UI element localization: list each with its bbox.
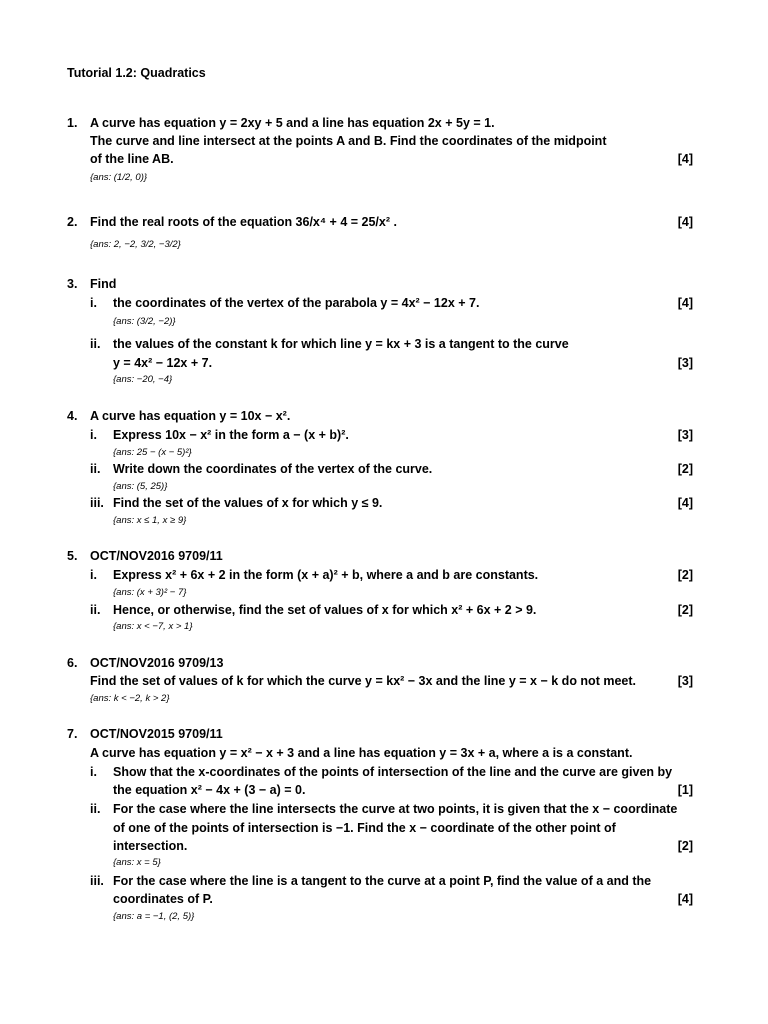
q4ii-line1: Write down the coordinates of the vertex of the curve. [113, 462, 433, 476]
q4i-line1: Express 10x − x² in the form a − (x + b)². [113, 428, 349, 442]
q5i-line1: Express x² + 6x + 2 in the form (x + a)² + b, where a and b are constants. [113, 568, 539, 582]
q1-answer: {ans: (1/2, 0)} [90, 172, 148, 183]
q3i-marks: [4] [677, 296, 693, 310]
q6-line2: Find the set of values of k for which the curve y = kx² − 3x and the line y = x − k do not meet. [90, 674, 636, 688]
q4i-answer: {ans: 25 − (x − 5)²} [113, 447, 192, 458]
q5ii-marks: [2] [677, 603, 693, 617]
q6-line1: OCT/NOV2016 9709/13 [90, 656, 224, 670]
q5ii-number: ii. [90, 603, 101, 617]
q2-answer: {ans: 2, −2, 3/2, −3/2} [90, 239, 181, 250]
q7iii-line2: coordinates of P. [113, 892, 213, 906]
q3ii-number: ii. [90, 337, 101, 351]
q6-number: 6. [67, 656, 78, 670]
q7iii-marks: [4] [677, 892, 693, 906]
q4-line1: A curve has equation y = 10x − x². [90, 409, 291, 423]
q7ii-marks: [2] [677, 839, 693, 853]
q7iii-line1: For the case where the line is a tangent to the curve at a point P, find the value of a and the [113, 874, 652, 888]
q7ii-answer: {ans: x = 5} [113, 857, 161, 868]
q4i-number: i. [90, 428, 97, 442]
q7-line2: A curve has equation y = x² − x + 3 and a line has equation y = 3x + a, where a is a constant. [90, 746, 633, 760]
q4iii-line1: Find the set of the values of x for which y ≤ 9. [113, 496, 383, 510]
q7ii-number: ii. [90, 802, 101, 816]
q7iii-number: iii. [90, 874, 104, 888]
q3-number: 3. [67, 277, 78, 291]
q6-marks: [3] [677, 674, 693, 688]
q7ii-line1: For the case where the line intersects the curve at two points, it is given that the x − coordinate [113, 802, 678, 816]
q4ii-marks: [2] [677, 462, 693, 476]
q2-marks: [4] [677, 215, 693, 229]
q7-line1: OCT/NOV2015 9709/11 [90, 727, 223, 741]
q3ii-marks: [3] [677, 356, 693, 370]
q1-line2: The curve and line intersect at the points A and B. Find the coordinates of the midpoint [90, 134, 607, 148]
q1-line1: A curve has equation y = 2xy + 5 and a line has equation 2x + 5y = 1. [90, 116, 495, 130]
q4ii-answer: {ans: (5, 25)} [113, 481, 168, 492]
q4iii-answer: {ans: x ≤ 1, x ≥ 9} [113, 515, 187, 526]
q1-line3: of the line AB. [90, 152, 174, 166]
q7ii-line2: of one of the points of intersection is −1. Find the x − coordinate of the other point of [113, 821, 616, 835]
q4-number: 4. [67, 409, 78, 423]
q5i-answer: {ans: (x + 3)² − 7} [113, 587, 187, 598]
q7i-marks: [1] [677, 783, 693, 797]
q4ii-number: ii. [90, 462, 101, 476]
q7-number: 7. [67, 727, 78, 741]
q4iii-number: iii. [90, 496, 104, 510]
q7i-line1: Show that the x-coordinates of the points of intersection of the line and the curve are given by [113, 765, 673, 779]
q5ii-line1: Hence, or otherwise, find the set of values of x for which x² + 6x + 2 > 9. [113, 603, 537, 617]
q7i-number: i. [90, 765, 97, 779]
q1-number: 1. [67, 116, 78, 130]
q7iii-answer: {ans: a = −1, (2, 5)} [113, 911, 195, 922]
q2-line1: Find the real roots of the equation 36/x⁴ + 4 = 25/x² . [90, 215, 397, 229]
q5i-marks: [2] [677, 568, 693, 582]
q7i-line2: the equation x² − 4x + (3 − a) = 0. [113, 783, 306, 797]
q5-number: 5. [67, 549, 78, 563]
q3ii-answer: {ans: −20, −4} [113, 374, 173, 385]
q5i-number: i. [90, 568, 97, 582]
q3i-answer: {ans: (3/2, −2)} [113, 316, 176, 327]
q3i-line1: the coordinates of the vertex of the parabola y = 4x² − 12x + 7. [113, 296, 480, 310]
q2-number: 2. [67, 215, 78, 229]
q5-line1: OCT/NOV2016 9709/11 [90, 549, 223, 563]
q3-line1: Find [90, 277, 117, 291]
q4iii-marks: [4] [677, 496, 693, 510]
q1-marks: [4] [677, 152, 693, 166]
q3i-number: i. [90, 296, 97, 310]
page-title: Tutorial 1.2: Quadratics [67, 66, 206, 80]
q3ii-line2: y = 4x² − 12x + 7. [113, 356, 213, 370]
q3ii-line1: the values of the constant k for which line y = kx + 3 is a tangent to the curve [113, 337, 569, 351]
q6-answer: {ans: k < −2, k > 2} [90, 693, 170, 704]
q5ii-answer: {ans: x < −7, x > 1} [113, 621, 193, 632]
q4i-marks: [3] [677, 428, 693, 442]
q7ii-line3: intersection. [113, 839, 188, 853]
